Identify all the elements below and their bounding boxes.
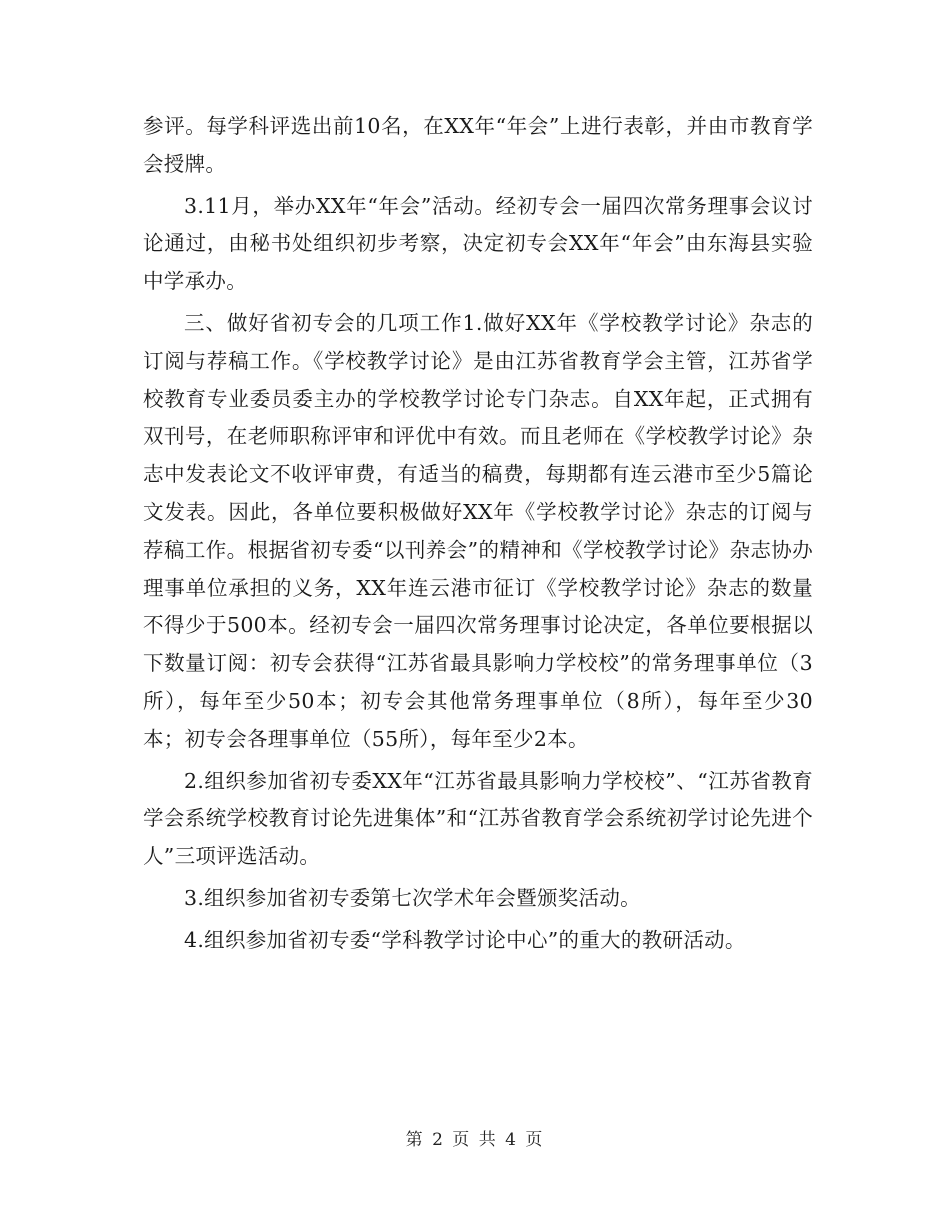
paragraph-6: 4.组织参加省初专委“学科教学讨论中心”的重大的教研活动。	[184, 927, 746, 952]
document-body	[143, 108, 813, 964]
paragraph-3: 三、做好省初专会的几项工作1.做好XX年《学校教学讨论》杂志的订阅与荐稿工作。《学校教学讨论》是由江苏省教育学会主管，江苏省学校教育专业委员委主办的学校教学讨论专门杂志。自XX年起，正式拥有双刊号，在老师职称评审和评优中有效。而且老师在《学校教学讨论》杂志中发表论文不收评审费，有适当的稿费，每期都有连云港市至少5篇论文发表。因此，各单位要积极做好XX年《学校教学讨论》杂志的订阅与荐稿工作。根据省初专委“以刊养会”的精神和《学校教学讨论》杂志协办理事单位承担的义务，XX年连云港市征订《学校教学讨论》杂志的数量不得少于500本。经初专会一届四次常务理事讨论决定，各单位要根据以下数量订阅：初专会获得“江苏省最具影响力学校校”的常务理事单位（3所），每年至少50本；初专会其他常务理事单位（8所），每年至少30本；初专会各理事单位（55所），每年至少2本。	[143, 310, 813, 751]
paragraph-4: 2.组织参加省初专委XX年“江苏省最具影响力学校校”、“江苏省教育学会系统学校教育讨论先进集体”和“江苏省教育学会系统初学讨论先进个人”三项评选活动。	[143, 768, 813, 869]
paragraph-2: 3.11月，举办XX年“年会”活动。经初专会一届四次常务理事会议讨论通过，由秘书处组织初步考察，决定初专会XX年“年会”由东海县实验中学承办。	[143, 193, 813, 294]
paragraph-1: 参评。每学科评选出前10名，在XX年“年会”上进行表彰，并由市教育学会授牌。	[143, 114, 813, 176]
paragraph-5: 3.组织参加省初专委第七次学术年会暨颁奖活动。	[184, 885, 641, 910]
page-number-footer: 第 2 页 共 4 页	[405, 1130, 545, 1150]
